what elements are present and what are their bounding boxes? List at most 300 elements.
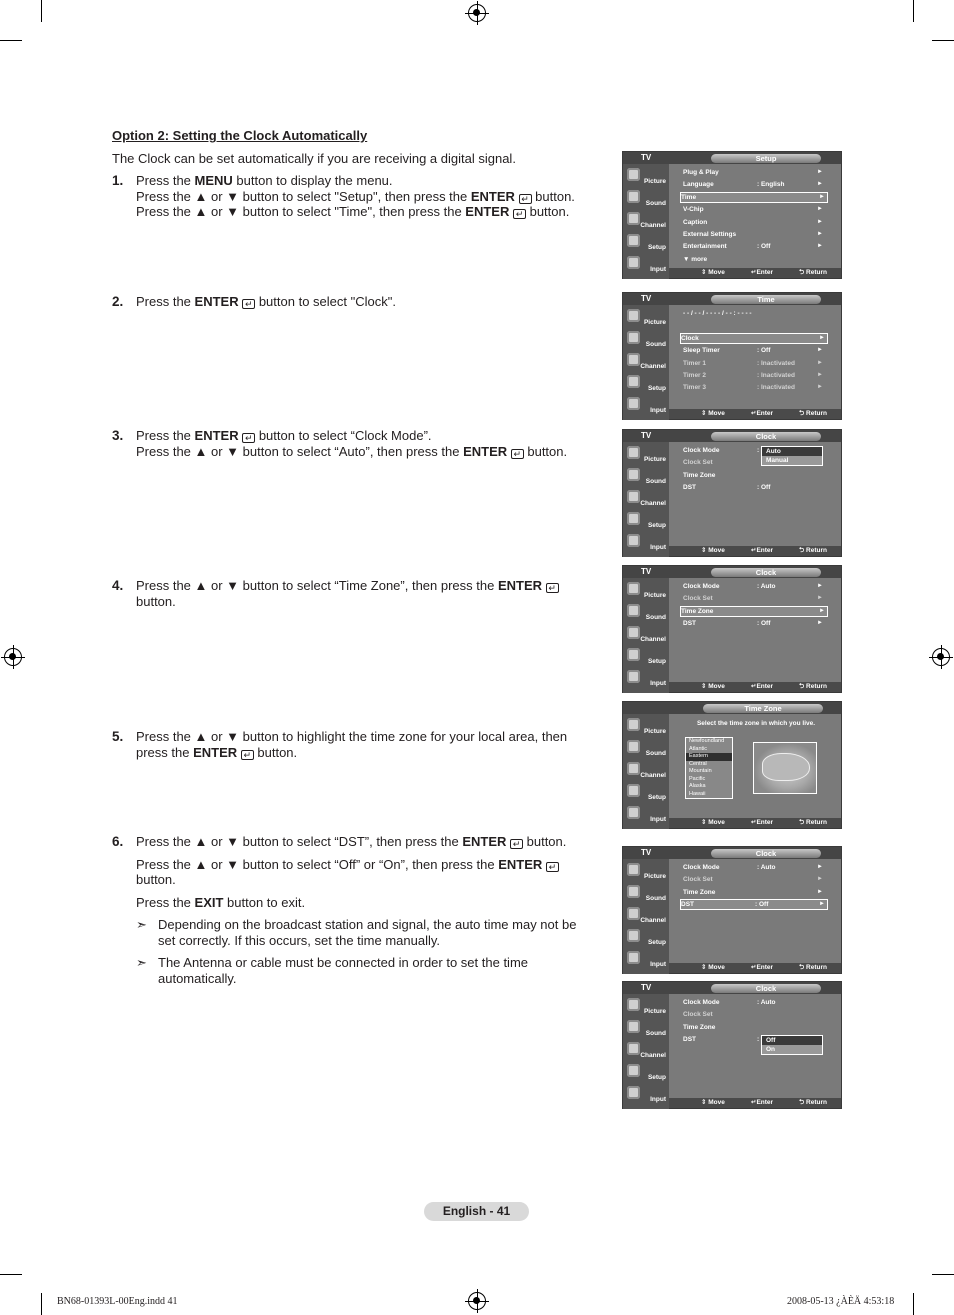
osd-footer (669, 1098, 841, 1108)
osd-foot-return: ⮌ Return (799, 410, 827, 417)
channel-icon (627, 353, 640, 366)
step-line: Press the ▲ or ▼ button to select "Setup", then press the ENTER ↵ button. (136, 188, 575, 204)
osd-tv-label: TV (641, 294, 652, 303)
osd-menu-picture[interactable] (623, 860, 669, 882)
osd-row[interactable] (683, 875, 825, 884)
osd-menu-label: Picture (643, 873, 666, 880)
osd-title-bar (623, 847, 841, 859)
picture-icon (627, 168, 640, 181)
intro-text: The Clock can be set automatically if you are receiving a digital signal. (112, 151, 516, 166)
osd-row[interactable] (681, 334, 827, 343)
registration-mark-icon (932, 648, 950, 666)
step-body (136, 428, 592, 459)
osd-row[interactable] (683, 471, 825, 480)
input-icon (627, 397, 640, 410)
setup-icon (627, 784, 640, 797)
osd-menu-input[interactable] (623, 803, 669, 825)
osd-row-value: : Inactivated (757, 384, 795, 392)
time-zone-item[interactable]: Mountain (689, 768, 712, 774)
osd-title-bar (623, 430, 841, 442)
osd-foot-move: ⇕ Move (701, 964, 725, 971)
osd-menu-sound[interactable] (623, 1017, 669, 1039)
arrow-right-icon: ► (817, 372, 823, 378)
channel-icon (627, 1042, 640, 1055)
osd-foot-return: ⮌ Return (799, 964, 827, 971)
osd-menu-label: Channel (640, 1052, 666, 1059)
osd-menu-label: Setup (647, 1074, 666, 1081)
osd-row-value: : (757, 1036, 760, 1044)
osd-title-bar (623, 702, 841, 714)
osd-row[interactable] (683, 383, 825, 392)
enter-icon: ↵ (519, 194, 532, 204)
arrow-right-icon: ► (817, 206, 823, 213)
osd-footer (669, 409, 841, 419)
picture-icon (627, 863, 640, 876)
note-arrow-icon: ➣ (136, 955, 147, 970)
osd-row-value: : Inactivated (757, 359, 795, 367)
sound-icon (627, 468, 640, 481)
arrow-right-icon: ► (817, 231, 823, 237)
osd-menu-picture[interactable] (623, 443, 669, 465)
osd-title: Time (711, 295, 821, 304)
osd-menu-sound[interactable] (623, 328, 669, 350)
step-body (136, 729, 592, 760)
osd-foot-enter: ↵Enter (751, 819, 774, 826)
sound-icon (627, 1020, 640, 1033)
osd-footer (669, 268, 841, 278)
step-body (136, 834, 592, 986)
input-icon (627, 256, 640, 269)
osd-menu-sound[interactable] (623, 601, 669, 623)
step-body (136, 578, 592, 609)
osd-tv-label: TV (641, 983, 652, 992)
picture-icon (627, 446, 640, 459)
picture-icon (627, 582, 640, 595)
osd-row-value: : Off (757, 620, 771, 628)
osd-foot-enter: ↵Enter (751, 1099, 774, 1106)
osd-menu-label: Sound (645, 1030, 666, 1037)
osd-row-label: Clock (681, 334, 699, 342)
osd-menu-channel[interactable] (623, 209, 669, 231)
osd-foot-enter: ↵Enter (751, 547, 774, 554)
osd-menu-label: Sound (645, 895, 666, 902)
osd-row-value: : Auto (757, 583, 776, 590)
osd-row-value: : Off (755, 901, 769, 909)
enter-icon: ↵ (511, 449, 524, 459)
osd-menu-label: Picture (643, 592, 666, 599)
picture-icon (627, 309, 640, 322)
osd-footer (669, 963, 841, 973)
osd-menu-sound[interactable] (623, 882, 669, 904)
osd-row-label: Clock Mode (683, 583, 720, 590)
enter-icon: ↵ (513, 209, 526, 219)
osd-menu-setup[interactable] (623, 231, 669, 253)
footer-file-name: BN68-01393L-00Eng.indd 41 (57, 1296, 178, 1307)
osd-row-value: : Off (757, 243, 771, 251)
osd-footer (669, 546, 841, 556)
osd-row-value: : Auto (757, 864, 776, 871)
osd-sidebar (623, 714, 669, 829)
osd-menu-input[interactable] (623, 948, 669, 970)
step-line: Press the ENTER ↵ button to select "Clock". (136, 294, 396, 309)
time-zone-item[interactable]: Hawaii (689, 790, 706, 797)
bold-keyword: EXIT (194, 894, 224, 910)
osd-menu-label: Setup (647, 522, 666, 529)
osd-menu-input[interactable] (623, 394, 669, 416)
osd-title-bar (623, 152, 841, 164)
arrow-right-icon: ► (817, 888, 823, 895)
osd-row[interactable] (683, 309, 825, 318)
arrow-right-icon: ► (817, 347, 823, 354)
osd-menu-channel[interactable] (623, 623, 669, 645)
channel-icon (627, 490, 640, 503)
osd-row-label: Clock Mode (683, 864, 720, 871)
osd-menu-label: Setup (647, 244, 666, 251)
osd-row[interactable] (681, 193, 827, 202)
osd-row-label: Timer 2 (683, 372, 707, 379)
osd-row[interactable] (683, 619, 825, 628)
osd-title-bar (623, 293, 841, 305)
osd-row-label: Time Zone (681, 607, 714, 615)
osd-menu-setup[interactable] (623, 1061, 669, 1083)
step-paragraph: Press the ▲ or ▼ button to select “Off” or “On”, then press the ENTER ↵ button. (136, 857, 592, 888)
bold-keyword: ENTER (498, 856, 543, 872)
osd-row-label: Language (683, 181, 714, 189)
osd-row[interactable] (683, 346, 825, 355)
osd-row[interactable] (683, 218, 825, 227)
input-icon (627, 534, 640, 547)
sound-icon (627, 740, 640, 753)
osd-menu-input[interactable] (623, 667, 669, 689)
channel-icon (627, 762, 640, 775)
time-zone-item[interactable]: Eastern (686, 753, 732, 761)
osd-row-label: V-Chip (683, 206, 704, 214)
osd-menu-picture[interactable] (623, 165, 669, 187)
osd-option-popup[interactable] (761, 446, 823, 466)
osd-title-bar (623, 566, 841, 578)
osd-row-label: DST (681, 901, 694, 909)
input-icon (627, 806, 640, 819)
osd-footer (669, 682, 841, 692)
step-line: Press the ▲ or ▼ button to select “Auto”, then press the ENTER ↵ button. (136, 443, 568, 459)
osd-foot-move: ⇕ Move (701, 410, 725, 417)
osd-screen-2 (622, 292, 842, 420)
osd-screen-4 (622, 565, 842, 693)
osd-row[interactable] (683, 371, 825, 380)
registration-mark-icon (468, 1292, 486, 1310)
osd-row[interactable] (681, 900, 827, 909)
osd-tv-label: TV (641, 848, 652, 857)
osd-menu-channel[interactable] (623, 350, 669, 372)
osd-menu-label: Picture (643, 728, 666, 735)
osd-option[interactable]: Auto (762, 447, 822, 456)
osd-title: Clock (711, 849, 821, 858)
osd-row-label: Entertainment (683, 243, 727, 251)
channel-icon (627, 626, 640, 639)
time-zone-item[interactable]: Atlantic (689, 745, 708, 752)
step-number: 6. (112, 834, 124, 849)
enter-icon: ↵ (510, 839, 523, 849)
osd-row-value: : (757, 447, 760, 454)
osd-foot-return: ⮌ Return (799, 683, 827, 690)
picture-icon (627, 718, 640, 731)
osd-menu-label: Input (650, 961, 666, 968)
step-3 (112, 428, 592, 459)
osd-menu-label: Channel (640, 222, 666, 229)
osd-row[interactable] (683, 205, 825, 214)
osd-row-label: Timer 3 (683, 384, 707, 392)
osd-menu-label: Picture (643, 456, 666, 463)
osd-option[interactable]: Off (762, 1036, 822, 1045)
osd-menu-label: Input (650, 816, 666, 823)
osd-row-label: Time Zone (683, 888, 716, 896)
osd-title: Time Zone (703, 704, 823, 713)
osd-row[interactable] (683, 863, 825, 872)
input-icon (627, 1086, 640, 1099)
osd-menu-picture[interactable] (623, 995, 669, 1017)
osd-menu-picture[interactable] (623, 306, 669, 328)
arrow-right-icon: ► (817, 620, 823, 627)
osd-menu-label: Picture (643, 319, 666, 326)
osd-row[interactable] (683, 359, 825, 368)
sound-icon (627, 604, 640, 617)
osd-sidebar (623, 305, 669, 420)
osd-sidebar (623, 994, 669, 1109)
osd-foot-move: ⇕ Move (701, 683, 725, 690)
osd-menu-input[interactable] (623, 253, 669, 275)
step-paragraph: Press the EXIT button to exit. (136, 894, 306, 910)
osd-option[interactable]: Manual (766, 457, 789, 464)
osd-menu-picture[interactable] (623, 715, 669, 737)
step-4 (112, 578, 592, 609)
step-body (136, 173, 592, 220)
osd-menu-label: Sound (645, 341, 666, 348)
osd-menu-label: Channel (640, 636, 666, 643)
osd-title: Clock (711, 432, 821, 441)
osd-row[interactable] (683, 1010, 825, 1019)
osd-row[interactable] (683, 483, 825, 492)
osd-screen-1 (622, 151, 842, 279)
osd-row-value: : English (757, 181, 785, 189)
osd-footer (669, 818, 841, 828)
osd-row[interactable] (683, 180, 825, 189)
osd-row[interactable] (683, 998, 825, 1007)
osd-option[interactable]: On (766, 1046, 776, 1054)
input-icon (627, 670, 640, 683)
osd-tv-label: TV (641, 153, 652, 162)
step-paragraph: Press the ▲ or ▼ button to select “DST”, then press the ENTER ↵ button. (136, 834, 567, 849)
osd-option-popup[interactable] (761, 1035, 823, 1055)
osd-menu-label: Picture (643, 1008, 666, 1015)
step-line: Press the ENTER ↵ button to select “Clock Mode”. (136, 428, 432, 443)
step-number: 5. (112, 729, 124, 744)
step-5 (112, 729, 592, 760)
osd-row[interactable] (683, 255, 825, 264)
osd-sidebar (623, 442, 669, 557)
osd-menu-label: Picture (643, 178, 666, 185)
osd-row-label: Time Zone (683, 1023, 716, 1031)
step-body (136, 294, 592, 310)
osd-menu-setup[interactable] (623, 645, 669, 667)
time-zone-item[interactable]: Newfoundland (689, 738, 725, 744)
osd-screen-7 (622, 981, 842, 1109)
osd-menu-sound[interactable] (623, 465, 669, 487)
note: ➣ The Antenna or cable must be connected in order to set the time automatically. (136, 955, 528, 986)
bold-keyword: ENTER (465, 204, 510, 219)
osd-row[interactable] (683, 1023, 825, 1032)
osd-row-label: DST (683, 1036, 696, 1044)
step-number: 1. (112, 173, 124, 188)
osd-menu-setup[interactable] (623, 781, 669, 803)
osd-menu-label: Input (650, 1096, 666, 1103)
osd-row-label: Time Zone (683, 471, 716, 479)
osd-menu-label: Input (650, 266, 666, 273)
osd-row[interactable] (681, 607, 827, 616)
arrow-right-icon: ► (819, 901, 825, 908)
osd-row-label: Clock Mode (683, 999, 720, 1006)
arrow-right-icon: ► (817, 583, 823, 589)
osd-row[interactable] (683, 242, 825, 251)
arrow-right-icon: ► (817, 243, 823, 250)
arrow-right-icon: ► (817, 876, 823, 883)
osd-menu-label: Setup (647, 794, 666, 801)
arrow-right-icon: ► (819, 607, 825, 614)
osd-menu-label: Sound (645, 614, 666, 621)
osd-menu-label: Setup (647, 385, 666, 392)
osd-foot-return: ⮌ Return (799, 819, 827, 826)
step-number: 4. (112, 578, 124, 593)
osd-menu-channel[interactable] (623, 904, 669, 926)
enter-icon: ↵ (546, 862, 559, 872)
osd-row[interactable] (683, 582, 825, 591)
osd-foot-move: ⇕ Move (701, 547, 725, 554)
osd-sidebar (623, 578, 669, 693)
osd-row-label: Clock Set (683, 876, 713, 884)
osd-row[interactable] (683, 168, 825, 177)
osd-row-label: - - / - - / - - - - / - - : - - - - (683, 310, 752, 317)
bold-keyword: ENTER (470, 188, 515, 204)
step-line: Press the ▲ or ▼ button to select "Time", then press the ENTER ↵ button. (136, 204, 570, 219)
osd-menu-sound[interactable] (623, 737, 669, 759)
osd-menu-label: Setup (647, 658, 666, 665)
osd-row-value: : Off (757, 347, 771, 355)
osd-menu-label: Input (650, 407, 666, 414)
osd-row-label: ▼ more (683, 255, 708, 263)
step-number: 3. (112, 428, 124, 443)
time-zone-item[interactable]: Alaska (689, 783, 706, 789)
arrow-right-icon: ► (817, 384, 823, 391)
osd-row-label: External Settings (683, 231, 737, 238)
osd-menu-label: Channel (640, 500, 666, 507)
time-zone-map (753, 742, 817, 794)
osd-menu-input[interactable] (623, 1083, 669, 1105)
osd-menu-channel[interactable] (623, 487, 669, 509)
osd-foot-move: ⇕ Move (701, 819, 725, 826)
osd-menu-setup[interactable] (623, 372, 669, 394)
osd-row-label: Clock Set (683, 1011, 713, 1019)
note-arrow-icon: ➣ (136, 917, 147, 932)
setup-icon (627, 648, 640, 661)
osd-menu-channel[interactable] (623, 1039, 669, 1061)
osd-menu-label: Channel (640, 917, 666, 924)
arrow-right-icon: ► (817, 359, 823, 366)
bold-keyword: ENTER (193, 744, 238, 760)
osd-row[interactable] (683, 594, 825, 603)
osd-row[interactable] (683, 321, 825, 330)
osd-row[interactable] (683, 230, 825, 239)
osd-menu-label: Sound (645, 200, 666, 207)
picture-icon (627, 998, 640, 1011)
osd-menu-input[interactable] (623, 531, 669, 553)
osd-row-value: : Inactivated (757, 372, 795, 379)
enter-icon: ↵ (241, 750, 254, 760)
osd-row-label: DST (683, 484, 696, 492)
osd-foot-enter: ↵Enter (751, 964, 774, 971)
osd-title: Clock (711, 568, 821, 577)
step-number: 2. (112, 294, 124, 309)
osd-menu-label: Input (650, 544, 666, 551)
arrow-right-icon: ► (817, 864, 823, 870)
osd-screen-5 (622, 701, 842, 829)
osd-foot-enter: ↵Enter (751, 410, 774, 417)
osd-row-label: Sleep Timer (683, 347, 720, 355)
osd-tv-label: TV (641, 431, 652, 440)
step-2 (112, 294, 592, 310)
osd-row-value: : Off (757, 484, 771, 492)
time-zone-item[interactable]: Pacific (689, 775, 706, 782)
setup-icon (627, 234, 640, 247)
sound-icon (627, 190, 640, 203)
osd-row-label: DST (683, 620, 696, 628)
setup-icon (627, 929, 640, 942)
step-line: Press the MENU button to display the menu. (136, 173, 393, 188)
enter-icon: ↵ (242, 299, 255, 309)
osd-menu-sound[interactable] (623, 187, 669, 209)
arrow-right-icon: ► (817, 169, 823, 175)
page-number-badge: English - 41 (424, 1202, 529, 1221)
arrow-right-icon: ► (817, 218, 823, 225)
step-line: Press the ▲ or ▼ button to highlight the time zone for your local area, then press the ENTER ↵ button. (136, 729, 568, 760)
bold-keyword: ENTER (462, 834, 507, 849)
osd-title-bar (623, 982, 841, 994)
osd-subtitle: Select the time zone in which you live. (696, 720, 816, 727)
osd-menu-setup[interactable] (623, 509, 669, 531)
arrow-right-icon: ► (817, 181, 823, 188)
osd-menu-picture[interactable] (623, 579, 669, 601)
input-icon (627, 951, 640, 964)
step-6 (112, 834, 592, 986)
arrow-right-icon: ► (817, 595, 823, 602)
osd-tv-label: TV (641, 567, 652, 576)
registration-mark-icon (468, 4, 486, 22)
step-line: Press the ▲ or ▼ button to select “Time Zone”, then press the ENTER ↵ button. (136, 578, 592, 609)
osd-row[interactable] (683, 888, 825, 897)
setup-icon (627, 512, 640, 525)
osd-menu-label: Sound (645, 750, 666, 757)
osd-menu-label: Input (650, 680, 666, 687)
osd-menu-channel[interactable] (623, 759, 669, 781)
bold-keyword: ENTER (194, 428, 239, 443)
footer-timestamp: 2008-05-13 ¿ÀÈÄ 4:53:18 (787, 1296, 895, 1307)
time-zone-item[interactable]: Central (689, 760, 707, 767)
registration-mark-icon (4, 648, 22, 666)
time-zone-list[interactable] (685, 737, 733, 799)
osd-menu-setup[interactable] (623, 926, 669, 948)
sound-icon (627, 885, 640, 898)
osd-foot-return: ⮌ Return (799, 269, 827, 276)
osd-screen-6 (622, 846, 842, 974)
osd-sidebar (623, 859, 669, 974)
